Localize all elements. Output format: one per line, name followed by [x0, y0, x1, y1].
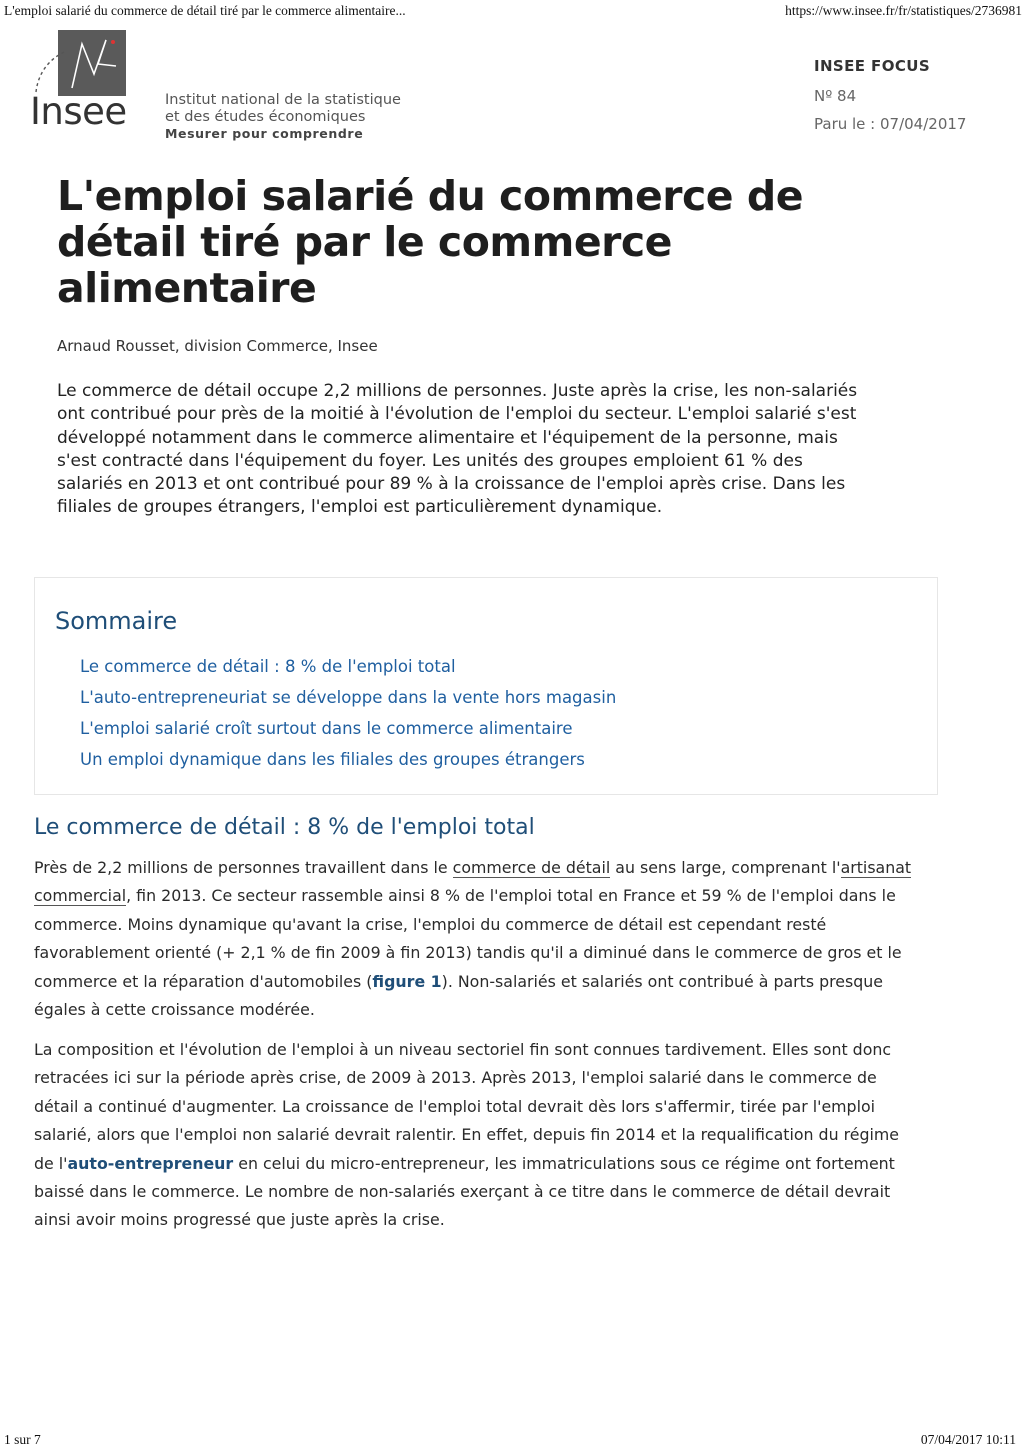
- text-run: au sens large, comprenant l': [610, 858, 841, 877]
- section-paragraph-2: [34, 1036, 919, 1235]
- publication-series: INSEE FOCUS: [814, 57, 931, 75]
- publication-number: Nº 84: [814, 87, 857, 105]
- article-lead: Le commerce de détail occupe 2,2 millions de personnes. Juste après la crise, les non-salariés ont contribué pour près de la moitié à l'évolution de l'emploi du secteur. L'emploi salarié s'est développé notamment dans le commerce alimentaire et l'équipement de la personne, mais s'est contracté dans l'équipement du foyer. Les unités des groupes emploient 61 % des salariés en 2013 et ont contribué pour 89 % à la croissance de l'emploi après crise. Dans les filiales de groupes étrangers, l'emploi est particulièrement dynamique.: [57, 381, 858, 518]
- text-run: en celui du micro-entrepreneur, les immatriculations sous ce régime ont fortement baissé dans le commerce. Le nombre de non-salariés exerçant à ce titre dans le commerce de détail devrait ainsi avoir moins progressé que juste après la crise.: [34, 1153, 895, 1230]
- auto-entrepreneur-link[interactable]: auto-entrepreneur: [67, 1153, 234, 1173]
- table-of-contents: [34, 577, 938, 795]
- figure-1-link[interactable]: figure 1: [372, 971, 442, 991]
- print-header: [0, 3, 1024, 23]
- logo-curve-icon: [30, 50, 70, 95]
- institution-line-2: et des études économiques: [165, 109, 366, 125]
- publication-date: Paru le : 07/04/2017: [814, 115, 967, 133]
- text-run: ). Non-salariés et salariés ont contribué à parts presque égales à cette croissance modérée.: [34, 971, 883, 1020]
- insee-logo[interactable]: [30, 30, 130, 133]
- institution-line-1: Institut national de la statistique: [165, 92, 401, 108]
- section-paragraph-1: [34, 854, 919, 1024]
- print-page-title: L'emploi salarié du commerce de détail tiré par le commerce alimentaire...: [4, 3, 406, 18]
- toc-list: [80, 651, 616, 775]
- publication-info: [814, 57, 966, 133]
- print-datetime: 07/04/2017 10:11: [920, 1432, 1016, 1447]
- text-run: Près de 2,2 millions de personnes travaillent dans le: [34, 858, 453, 877]
- toc-link[interactable]: L'auto-entrepreneuriat se développe dans la vente hors magasin: [80, 688, 617, 707]
- text-run: , fin 2013. Ce secteur rassemble ainsi 8 % de l'emploi total en France et 59 % de l'emploi dans le commerce. Moins dynamique qu'avant la crise, l'emploi du commerce de détail est cependant resté favorablement orienté (+ 2,1 % de fin 2009 à fin 2013) tandis qu'il a diminué dans le commerce de gros et le commerce et la réparation d'automobiles (: [34, 886, 902, 991]
- print-page-url: https://www.insee.fr/fr/statistiques/2736981: [785, 3, 1022, 18]
- toc-title: Sommaire: [55, 607, 178, 635]
- toc-link[interactable]: L'emploi salarié croît surtout dans le commerce alimentaire: [80, 719, 573, 738]
- toc-link[interactable]: Un emploi dynamique dans les filiales des groupes étrangers: [80, 750, 585, 769]
- article-title: L'emploi salarié du commerce de détail tiré par le commerce alimentaire: [57, 172, 804, 312]
- print-footer: [0, 1432, 1024, 1450]
- institution-block: [165, 92, 401, 141]
- glossary-link-commerce-de-detail[interactable]: commerce de détail: [452, 858, 611, 877]
- toc-link[interactable]: Le commerce de détail : 8 % de l'emploi total: [80, 657, 456, 676]
- section-heading: Le commerce de détail : 8 % de l'emploi total: [34, 815, 535, 840]
- article-author: Arnaud Rousset, division Commerce, Insee: [57, 337, 378, 355]
- logo-wordmark: Insee: [30, 90, 127, 133]
- tagline: Mesurer pour comprendre: [165, 126, 364, 141]
- page-count: 1 sur 7: [4, 1432, 41, 1447]
- glossary-link-artisanat-commercial[interactable]: artisanat commercial: [34, 858, 912, 906]
- text-run: La composition et l'évolution de l'emploi à un niveau sectoriel fin sont connues tardivement. Elles sont donc retracées ici sur la période après crise, de 2009 à 2013. Après 2013, l'emploi salarié dans le commerce de détail a continué d'augmenter. La croissance de l'emploi total devrait dès lors s'affermir, tirée par l'emploi salarié, alors que l'emploi non salarié devrait ralentir. En effet, depuis fin 2014 et la requalification du régime de l': [34, 1040, 900, 1173]
